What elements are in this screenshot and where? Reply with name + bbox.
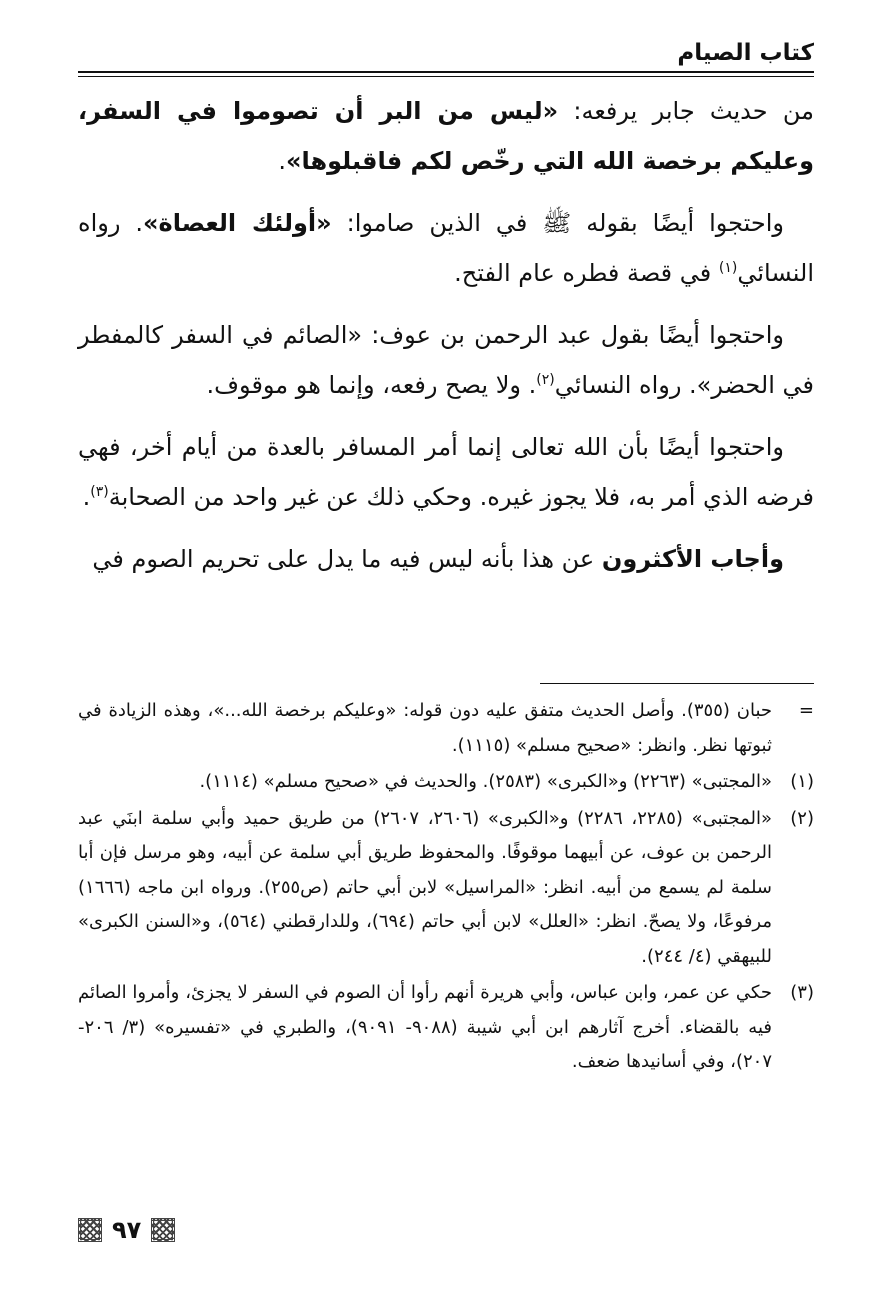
hadith-quote-2: «أولئك العصاة»: [143, 209, 332, 237]
paragraph-1: [78, 86, 814, 186]
arabesque-ornament-icon: [78, 1218, 102, 1242]
paragraph-5-intro: وأجاب: [702, 545, 784, 573]
footnote-continued: [78, 694, 814, 763]
footnote-label: (٢): [790, 807, 814, 829]
footnote-text: «المجتبى» (٢٢٦٣) و«الكبرى» (٢٥٨٣). والحديث في «صحيح مسلم» (١١١٤).: [199, 771, 772, 792]
header-rule-thick: [78, 71, 814, 73]
paragraph-3-text: واحتجوا أيضًا بقول عبد الرحمن بن عوف: «الصائم في السفر كالمفطر في الحضر». رواه النسائي: [78, 321, 814, 399]
footnote-label: =: [798, 700, 814, 721]
footnote-text: «المجتبى» (٢٢٨٥، ٢٢٨٦) و«الكبرى» (٢٦٠٦، ٢٦٠٧) من طريق حميد وأبي سلمة ابنَي عبد الرحمن بن عوف، عن أبيهما موقوفًا. والمحفوظ طريق أبي سلمة عن أبيه، وهو مرسل فإن أبا سلمة لم يسمع من أبيه. انظر: «المراسيل» لابن أبي حاتم (ص٢٥٥). ورواه ابن ماجه (١٦٦٦) مرفوعًا، ولا يصحّ. انظر: «العلل» لابن أبي حاتم (٦٩٤)، وللدارقطني (٥٦٤)، و«السنن الكبرى» للبيهقي (٤/ ٢٤٤).: [78, 807, 772, 967]
footnote-separator: [540, 683, 814, 684]
paragraph-1-intro: من حديث جابر يرفعه:: [558, 97, 814, 125]
arabesque-ornament-icon: [151, 1218, 175, 1242]
footnotes: [78, 694, 814, 1082]
paragraph-5-text: عن هذا بأنه ليس فيه ما يدل على تحريم الصوم في: [92, 545, 602, 573]
footnote-ref-2[interactable]: (٢): [536, 372, 555, 388]
paragraph-2-mid: . رواه النسائي: [78, 209, 814, 287]
hadith-quote-1: «ليس من البر أن تصوموا في السفر، وعليكم برخصة الله التي رخّص لكم فاقبلوها»: [78, 97, 814, 175]
page-footer: [78, 1215, 175, 1245]
paragraph-4-text: واحتجوا أيضًا بأن الله تعالى إنما أمر المسافر بالعدة من أيام أخر، فهي فرضه الذي أمر به، فلا يجوز غيره. وحكي ذلك عن غير واحد من الصحابة: [78, 433, 814, 511]
footnote-ref-1[interactable]: (١): [718, 260, 738, 276]
paragraph-2-end: في قصة فطره عام الفتح.: [454, 259, 719, 287]
footnote-label: (١): [790, 771, 814, 792]
paragraph-3: [78, 310, 814, 410]
footnote-text: حبان (٣٥٥). وأصل الحديث متفق عليه دون قوله: «وعليكم برخصة الله...»، وهذه الزيادة في ثبوتها نظر. وانظر: «صحيح مسلم» (١١١٥).: [78, 700, 772, 756]
main-text: [78, 86, 814, 596]
paragraph-4: [78, 422, 814, 522]
paragraph-1-end: .: [278, 147, 286, 175]
running-header-title: كتاب الصيام: [677, 40, 814, 66]
paragraph-5-bold: الأكثرون: [601, 545, 703, 573]
paragraph-2-intro: واحتجوا أيضًا بقوله ﷺ في الذين صاموا:: [331, 209, 784, 237]
footnote-2: [78, 802, 814, 975]
footnote-text: حكي عن عمر، وابن عباس، وأبي هريرة أنهم رأوا أن الصوم في السفر لا يجزئ، وأمروا الصائم فيه بالقضاء. أخرج آثارهم ابن أبي شيبة (٩٠٨٨- ٩٠٩١)، والطبري في «تفسيره» (٣/ ٢٠٦- ٢٠٧)، وفي أسانيدها ضعف.: [78, 982, 772, 1072]
footnote-label: (٣): [790, 982, 814, 1003]
page-number: ٩٧: [112, 1216, 142, 1244]
footnote-3: [78, 976, 814, 1080]
footnote-ref-3[interactable]: (٣): [90, 484, 109, 500]
paragraph-5: [78, 534, 814, 584]
footnote-1: [78, 765, 814, 800]
paragraph-4-end: .: [82, 483, 91, 511]
paragraph-2: [78, 198, 814, 298]
header-rule-thin: [78, 76, 814, 77]
paragraph-3-end: . ولا يصح رفعه، وإنما هو موقوف.: [206, 371, 537, 399]
